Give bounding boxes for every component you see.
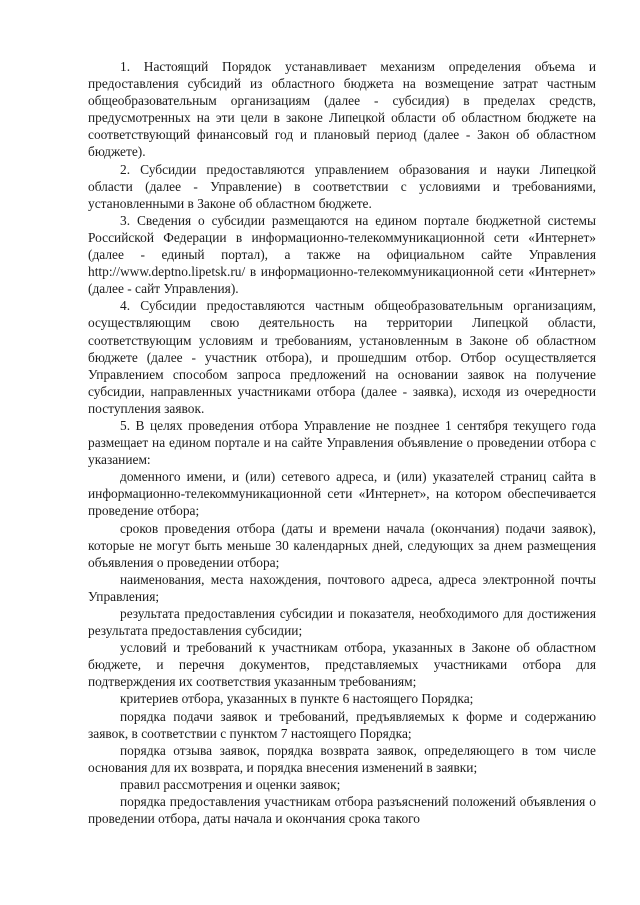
paragraph-1: 1. Настоящий Порядок устанавливает механизм определения объема и предоставления субсидий из областного бюджета на возмещение затрат частным общеобразовательным организациям (далее - субсидия) в пределах средств, предусмотренных на эти цели в законе Липецкой области об областном бюджете на соответствующий финансовый год и плановый период (далее - Закон об областном бюджете). bbox=[88, 59, 596, 160]
document-body bbox=[88, 58, 596, 827]
paragraph-3: 3. Сведения о субсидии размещаются на едином портале бюджетной системы Российской Федерации в информационно-телекоммуникационной сети «Интернет» (далее - единый портал), а также на официальном сайте Управления http://www.deptno.lipetsk.ru/ в информационно-телекоммуникационной сети «Интернет» (далее - сайт Управления). bbox=[88, 212, 596, 297]
list-item-submission: порядка подачи заявок и требований, предъявляемых к форме и содержанию заявок, в соответствии с пунктом 7 настоящего Порядка; bbox=[88, 708, 596, 741]
paragraph-5: 5. В целях проведения отбора Управление не позднее 1 сентября текущего года размещает на едином портале и на сайте Управления объявление о проведении отбора с указанием: bbox=[88, 417, 596, 468]
list-item-criteria: критериев отбора, указанных в пункте 6 настоящего Порядка; bbox=[120, 691, 474, 707]
paragraph-2: 2. Субсидии предоставляются управлением образования и науки Липецкой области (далее - Управление) в соответствии с условиями и требованиями, установленными в Законе об областном бюджете. bbox=[88, 161, 596, 211]
list-item-contacts: наименования, места нахождения, почтового адреса, адреса электронной почты Управления; bbox=[88, 571, 596, 604]
list-item-domain-name: доменного имени, и (или) сетевого адреса, и (или) указателей страниц сайта в информационно-телекоммуникационной сети «Интернет», на котором обеспечивается проведение отбора; bbox=[88, 469, 596, 519]
paragraph-4: 4. Субсидии предоставляются частным общеобразовательным организациям, осуществляющим свою деятельность на территории Липецкой области, соответствующим условиям и требованиям, установленным в Законе об областном бюджете (далее - участник отбора), и прошедшим отбор. Отбор осуществляется Управлением способом запроса предложений на основании заявок на получение субсидии, направленных участниками отбора (далее - заявка), исходя из очередности поступления заявок. bbox=[88, 298, 596, 416]
list-item-deadlines: сроков проведения отбора (даты и времени начала (окончания) подачи заявок), которые не могут быть меньше 30 календарных дней, следующих за днем размещения объявления о проведении отбора; bbox=[88, 520, 596, 570]
list-item-result: результата предоставления субсидии и показателя, необходимого для достижения результата предоставления субсидии; bbox=[88, 606, 596, 639]
list-item-withdrawal: порядка отзыва заявок, порядка возврата заявок, определяющего в том числе основания для их возврата, и порядка внесения изменений в заявки; bbox=[88, 742, 596, 775]
list-item-clarifications: порядка предоставления участникам отбора разъяснений положений объявления о проведении отбора, даты начала и окончания срока такого bbox=[88, 794, 596, 827]
list-item-requirements: условий и требований к участникам отбора, указанных в Законе об областном бюджете, и перечня документов, представляемых участниками отбора для подтверждения их соответствия указанным требованиям; bbox=[88, 640, 596, 690]
list-item-evaluation-rules: правил рассмотрения и оценки заявок; bbox=[120, 776, 341, 792]
